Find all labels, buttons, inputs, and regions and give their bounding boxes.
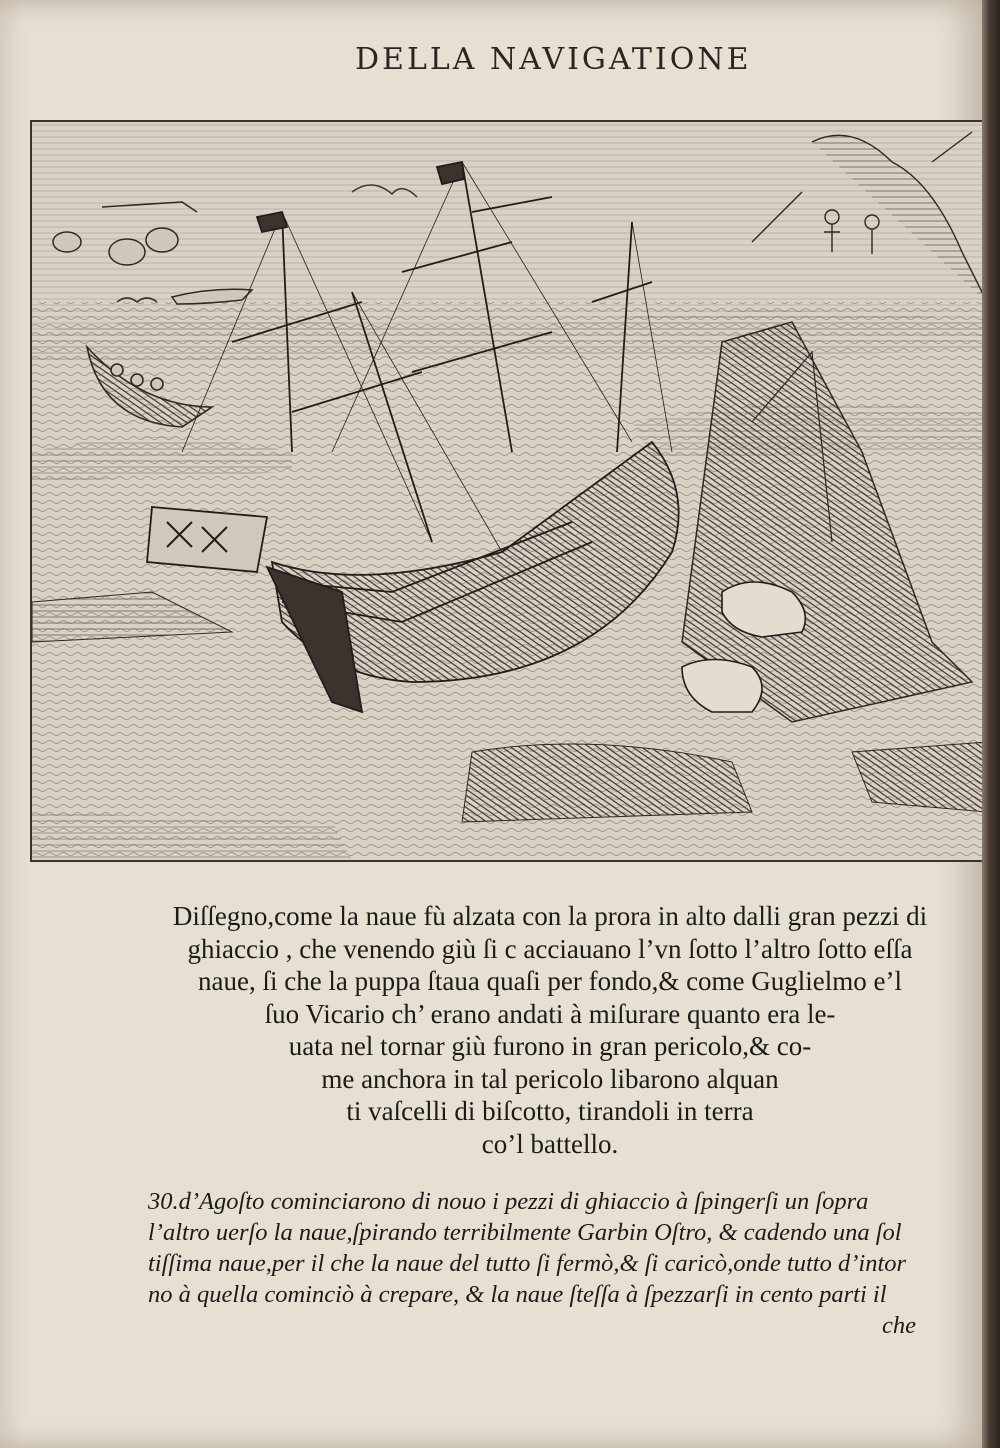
- book-spine-edge: [982, 0, 1000, 1448]
- caption-line: ſuo Vicario ch’ erano andati à miſurare quanto era le-: [264, 998, 836, 1029]
- body-line: tiſſima naue,per il che la naue del tutto ſi fermò,& ſi caricò,onde tutto d’intor: [148, 1250, 907, 1277]
- caption-line: ti vaſcelli di biſcotto, tirandoli in terra: [346, 1096, 754, 1126]
- illustration-caption: [150, 900, 950, 1160]
- body-line: l’altro uerſo la naue,ſpirando terribilmente Garbin Oſtro, & cadendo una ſol: [148, 1219, 902, 1246]
- running-head: DELLA NAVIGATIONE: [355, 42, 752, 77]
- caption-line: uata nel tornar giù furono in gran pericolo,& co-: [288, 1031, 812, 1061]
- caption-line: co’l battello.: [481, 1128, 619, 1159]
- caption-line: naue, ſi che la puppa ſtaua quaſi per fondo,& come Guglielmo e’l: [197, 966, 903, 996]
- caption-line: Diſſegno,come la naue fù alzata con la prora in alto dalli gran pezzi di: [172, 901, 928, 931]
- body-paragraph: [148, 1186, 948, 1341]
- engraving-illustration: [30, 120, 989, 862]
- body-line: no à quella cominciò à crepare, & la naue ſteſſa à ſpezzarſi in cento parti il: [148, 1281, 887, 1308]
- catchword: che: [882, 1312, 916, 1339]
- ship-in-ice-engraving: [32, 122, 987, 860]
- caption-line: ghiaccio , che venendo giù ſi c acciauano l’vn ſotto l’altro ſotto eſſa: [187, 933, 913, 964]
- caption-line: me anchora in tal pericolo libarono alquan: [321, 1063, 779, 1094]
- body-line: 30.d’Agoſto cominciarono di nouo i pezzi di ghiaccio à ſpingerſi un ſopra: [148, 1188, 869, 1215]
